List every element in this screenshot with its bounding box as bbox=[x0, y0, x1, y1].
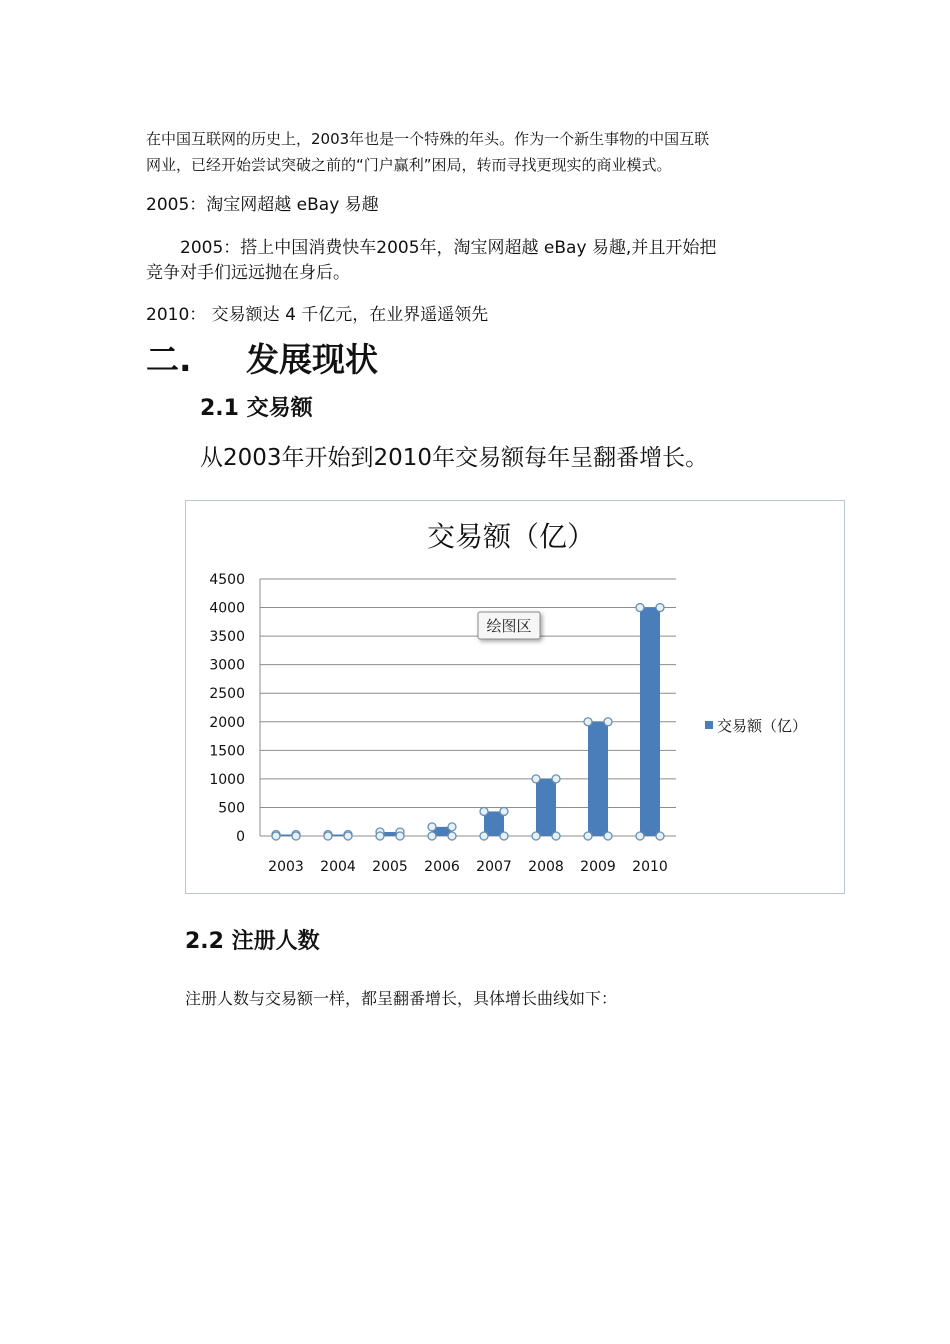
bar-2007[interactable] bbox=[484, 811, 504, 836]
selection-handle[interactable] bbox=[428, 832, 436, 840]
selection-handle[interactable] bbox=[448, 832, 456, 840]
x-tick-label: 2010 bbox=[632, 859, 668, 875]
subsection-heading-2-2: 2.2 注册人数 bbox=[185, 929, 320, 954]
selection-handle[interactable] bbox=[480, 832, 488, 840]
y-tick-label: 1000 bbox=[209, 771, 245, 788]
x-tick-label: 2008 bbox=[528, 859, 564, 875]
selection-handle[interactable] bbox=[324, 832, 332, 840]
selection-handle[interactable] bbox=[448, 823, 456, 831]
legend-entry: 交易额（亿） bbox=[717, 717, 808, 735]
transaction-volume-chart[interactable] bbox=[185, 500, 845, 894]
x-tick-label: 2004 bbox=[320, 859, 356, 875]
x-tick-label: 2005 bbox=[372, 859, 408, 875]
paragraph-2010: 2010： 交易额达 4 千亿元，在业界遥遥领先 bbox=[146, 305, 489, 325]
selection-handle[interactable] bbox=[428, 823, 436, 831]
legend-swatch bbox=[705, 721, 713, 729]
x-tick-label: 2006 bbox=[424, 859, 460, 875]
plot-area-tooltip bbox=[478, 612, 540, 639]
x-axis-ticks bbox=[268, 859, 668, 875]
y-axis-ticks bbox=[209, 572, 245, 845]
selection-handle[interactable] bbox=[656, 832, 664, 840]
bar-2009[interactable] bbox=[588, 722, 608, 836]
chart-canvas[interactable] bbox=[186, 501, 844, 893]
section-heading-2 bbox=[146, 338, 378, 382]
y-tick-label: 3000 bbox=[209, 657, 245, 674]
paragraph-2005-heading: 2005：淘宝网超越 eBay 易趣 bbox=[146, 195, 379, 215]
selection-handle[interactable] bbox=[636, 604, 644, 612]
selection-handle[interactable] bbox=[376, 832, 384, 840]
selection-handle[interactable] bbox=[552, 832, 560, 840]
selection-handle[interactable] bbox=[584, 832, 592, 840]
tooltip-text: 绘图区 bbox=[486, 617, 532, 635]
selection-handle[interactable] bbox=[292, 832, 300, 840]
paragraph-2003-line-1: 在中国互联网的历史上，2003年也是一个特殊的年头。作为一个新生事物的中国互联 bbox=[146, 130, 710, 148]
y-tick-label: 4000 bbox=[209, 600, 245, 617]
x-tick-label: 2003 bbox=[268, 859, 304, 875]
subsection-heading-2-1: 2.1 交易额 bbox=[200, 396, 313, 421]
chart-title: 交易额（亿） bbox=[426, 520, 596, 553]
y-tick-label: 500 bbox=[218, 800, 245, 817]
selection-handle[interactable] bbox=[344, 832, 352, 840]
selection-handle[interactable] bbox=[532, 775, 540, 783]
y-tick-label: 4500 bbox=[209, 572, 245, 588]
selection-handle[interactable] bbox=[604, 718, 612, 726]
section-number: 二. bbox=[146, 340, 192, 379]
paragraph-2003 bbox=[146, 126, 709, 178]
y-tick-label: 2500 bbox=[209, 686, 245, 703]
y-tick-label: 3500 bbox=[209, 629, 245, 646]
selection-handle[interactable] bbox=[500, 832, 508, 840]
selection-handle[interactable] bbox=[584, 718, 592, 726]
y-tick-label: 0 bbox=[236, 829, 245, 845]
selection-handle[interactable] bbox=[480, 807, 488, 815]
chart-gridlines bbox=[260, 579, 676, 836]
selection-handle[interactable] bbox=[396, 832, 404, 840]
chart-legend bbox=[705, 717, 807, 735]
selection-handle[interactable] bbox=[552, 775, 560, 783]
subsection-2-1-lead: 从2003年开始到2010年交易额每年呈翻番增长。 bbox=[200, 445, 709, 471]
selection-handle[interactable] bbox=[532, 832, 540, 840]
selection-handle[interactable] bbox=[272, 832, 280, 840]
selection-handle[interactable] bbox=[656, 604, 664, 612]
paragraph-2005-line-1: 2005：搭上中国消费快车2005年，淘宝网超越 eBay 易趣,并且开始把 bbox=[146, 238, 717, 258]
bar-2010[interactable] bbox=[640, 608, 660, 836]
selection-handle[interactable] bbox=[604, 832, 612, 840]
paragraph-2003-line-2: 网业，已经开始尝试突破之前的“门户赢利”困局，转而寻找更现实的商业模式。 bbox=[146, 156, 672, 174]
bar-2008[interactable] bbox=[536, 779, 556, 836]
y-tick-label: 2000 bbox=[209, 714, 245, 731]
paragraph-2005-line-2: 竞争对手们远远抛在身后。 bbox=[146, 263, 350, 283]
x-tick-label: 2007 bbox=[476, 859, 512, 875]
selection-handle[interactable] bbox=[500, 807, 508, 815]
paragraph-2005-body bbox=[146, 236, 716, 286]
subsection-2-2-body: 注册人数与交易额一样，都呈翻番增长，具体增长曲线如下： bbox=[185, 989, 618, 1008]
x-tick-label: 2009 bbox=[580, 859, 616, 875]
y-tick-label: 1500 bbox=[209, 743, 245, 760]
section-title: 发展现状 bbox=[246, 340, 378, 379]
selection-handle[interactable] bbox=[636, 832, 644, 840]
